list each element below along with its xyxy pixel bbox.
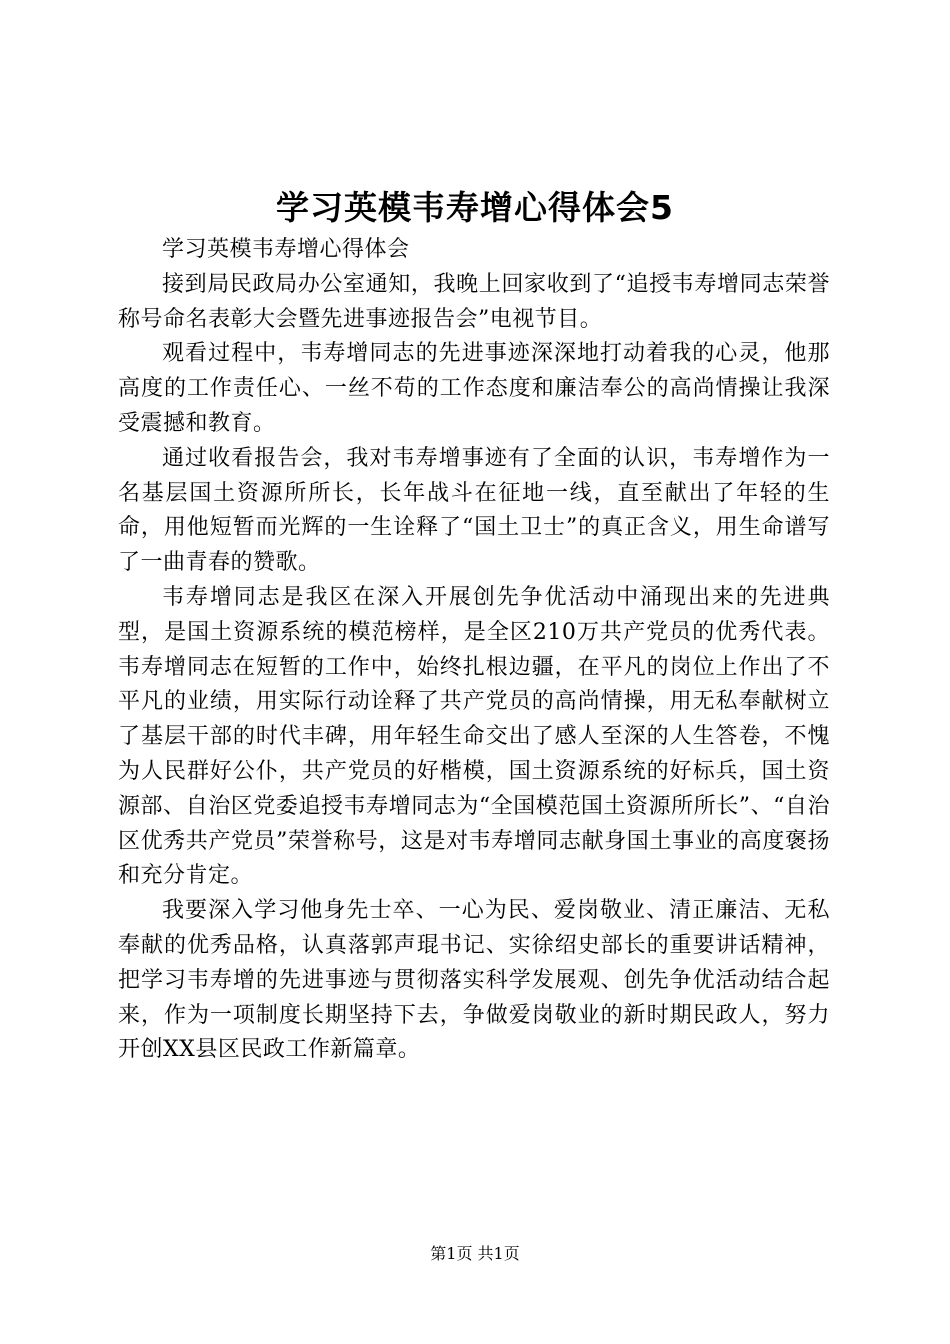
- paragraph-understanding: 通过收看报告会，我对韦寿增事迹有了全面的认识，韦寿增作为一名基层国土资源所所长，长年战斗在征地一线，直至献出了年轻的生命，用他短暂而光辉的一生诠释了“国土卫士”的真正含义，用生命谱写了一曲青春的赞歌。: [118, 445, 830, 576]
- paragraph-subtitle: 学习英模韦寿增心得体会: [162, 237, 410, 262]
- document-body: [118, 233, 830, 1068]
- paragraph-model: 韦寿增同志是我区在深入开展创先争优活动中涌现出来的先进典型，是国土资源系统的模范榜样，是全区210万共产党员的优秀代表。韦寿增同志在短暂的工作中，始终扎根边疆，在平凡的岗位上作出了不平凡的业绩，用实际行动诠释了共产党员的高尚情操，用无私奉献树立了基层干部的时代丰碑，用年轻生命交出了感人至深的人生答卷，不愧为人民群好公仆，共产党员的好楷模，国土资源系统的好标兵，国土资源部、自治区党委追授韦寿增同志为“全国模范国土资源所所长”、“自治区优秀共产党员”荣誉称号，这是对韦寿增同志献身国土事业的高度褒扬和充分肯定。: [118, 584, 830, 889]
- paragraph-watching: 观看过程中，韦寿增同志的先进事迹深深地打动着我的心灵，他那高度的工作责任心、一丝不苟的工作态度和廉洁奉公的高尚情操让我深受震撼和教育。: [118, 341, 830, 436]
- paragraph-notice: 接到局民政局办公室通知，我晚上回家收到了“追授韦寿增同志荣誉称号命名表彰大会暨先进事迹报告会”电视节目。: [118, 271, 830, 332]
- paragraph-resolution: 我要深入学习他身先士卒、一心为民、爱岗敬业、清正廉洁、无私奉献的优秀品格，认真落郭声琨书记、实徐绍史部长的重要讲话精神，把学习韦寿增的先进事迹与贯彻落实科学发展观、创先争优活动结合起来，作为一项制度长期坚持下去，争做爱岗敬业的新时期民政人，努力开创XX县区民政工作新篇章。: [118, 898, 830, 1063]
- document-title: 学习英模韦寿增心得体会5: [276, 188, 674, 227]
- page-number-footer: 第1页 共1页: [430, 1244, 520, 1263]
